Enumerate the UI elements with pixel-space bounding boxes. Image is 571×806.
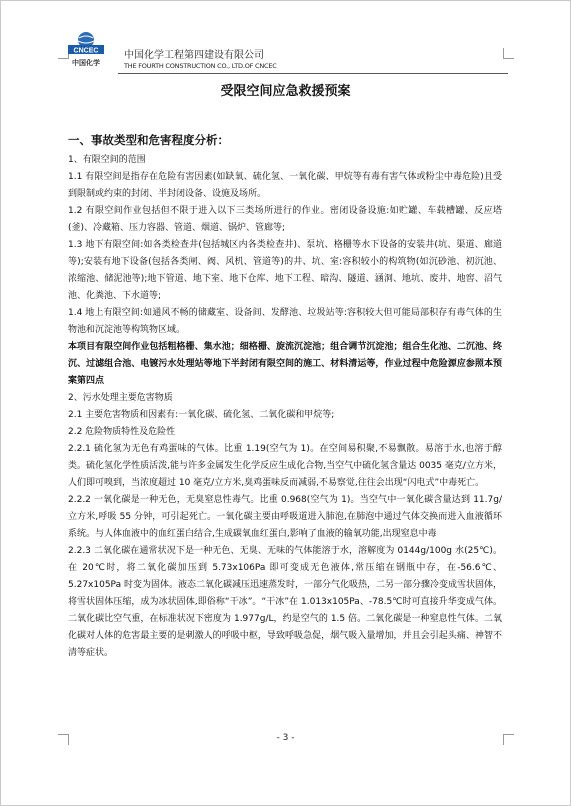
document-body xyxy=(68,132,502,662)
paragraph: 2.2.2 一氧化碳是一种无色，无臭窒息性毒气。比重 0.968(空气为 1)。当空气中一氧化碳含量达到 11.7g/立方米,呼吸 55 分钟，可引起死亡。一氧化碳主要由呼吸道进入肺泡,在肺泡中通过气体交换而进入血液循环系统。与人体血液中的血红蛋白结合,生成碳氧血红蛋白,影响了血液的输氧功能,出现窒息中毒 xyxy=(68,495,502,539)
page-number: - 3 - xyxy=(276,733,295,743)
paragraph: 2、污水处理主要危害物质 xyxy=(68,393,173,403)
paragraph: 1.2 有限空间作业包括但不限于进入以下三类场所进行的作业。密闭设备设施:如贮罐、车载槽罐、反应塔(釜)、冷藏箱、压力容器、管道、烟道、锅炉、管廊等; xyxy=(68,206,502,233)
logo-caption: 中国化学 xyxy=(72,59,100,67)
paragraph: 1.4 地上有限空间:如通风不畅的储藏室、设备间、发酵池、垃圾站等:容积较大但可能局部积存有毒气体的生物池和沉淀池等构筑物区域。 xyxy=(68,308,502,335)
company-name-english: THE FOURTH CONSTRUCTION CO., LTD.OF CNCEC xyxy=(124,62,277,70)
paragraph: 1.1 有限空间是指存在危险有害因素(如缺氧、硫化氢、一氧化碳、甲烷等有毒有害气体或粉尘中毒危险)且受到限制或约束的封闭、半封闭设备、设施及场所。 xyxy=(68,172,502,199)
company-name-chinese: 中国化学工程第四建设有限公司 xyxy=(124,50,264,61)
logo-text: CNCEC xyxy=(73,47,99,55)
paragraph: 1、有限空间的范围 xyxy=(68,155,146,165)
margin-corner-mark xyxy=(503,48,514,59)
paragraph: 2.1 主要危害物质和因素有:一氧化碳、硫化氢、二氧化碳和甲烷等; xyxy=(68,410,335,420)
paragraph: 2.2.3 二氧化碳在通常状况下是一种无色、无臭、无味的气体能溶于水，溶解度为 0144g/100g 水(25℃)。在 20℃时，将二氧化碳加压到 5.73x106Pa 即可变成无色液体,常压缩在钢瓶中存，在-56.6℃、5.27x105Pa 时变为固体。液态二氧化碳减压迅速蒸发时，一部分气化吸热，二另一部分骤冷变成雪状固体，将雪状固体压缩，成为冰状固体,即俗称“干冰”。“干冰”在 1.013x105Pa、-78.5℃时可直接升华变成气体。二氧化碳比空气重，在标准状况下密度为 1.977g/L，约是空气的 1.5 倍。二氧化碳是一种窒息性气体。二氧化碳对人体的危害最主要的是刺激人的呼吸中枢，导致呼吸急促，烟气吸入量增加，并且会引起头痛、神智不清等症状。 xyxy=(68,546,502,658)
paragraph: 1.3 地下有限空间:如各类检查井(包括城区内各类检查井)、泵坑、格栅等水下设备的安装井(坑、渠道、廊道等);安装有地下设备(包括各类闸、阀、风机、管道等)的井、坑、室:容积较小的构筑物(如沉砂池、初沉池、浓缩池、储泥池等);地下管道、地下室、地下仓库、地下工程、暗沟、隧道、涵洞、地坑、废井、地窖、沼气池、化粪池、下水道等; xyxy=(68,240,502,301)
paragraph: 2.2.1 硫化氢为无色有鸡蛋味的气体。比重 1.19(空气为 1)。在空间易积聚,不易飘散。易溶于水,也溶于醇类。硫化氢化学性质活泼,能与许多金属发生化学反应生成化合物,当空气中硫化氢含量达 0035 毫克/立方米，人们即可嗅到，当浓度超过 10 毫克/立方米,臭鸡蛋味反而减弱,不易察觉,往往会出现“闪电式”中毒死亡。 xyxy=(68,444,502,488)
bold-paragraph: 本项目有限空间作业包括粗格栅、集水池；细格栅、旋流沉淀池；组合调节沉淀池；组合生化池、二沉池、终沉、过滤组合池、电镀污水处理站等地下半封闭有限空间的施工、材料清运等，作业过程中危险源应参照本预案第四点 xyxy=(68,342,502,386)
paragraph: 2.2 危险物质特性及危险性 xyxy=(68,427,176,437)
document-title: 受限空间应急救援预案 xyxy=(220,84,351,99)
section-heading: 一、事故类型和危害程度分析： xyxy=(68,133,229,147)
header-divider xyxy=(118,73,508,74)
